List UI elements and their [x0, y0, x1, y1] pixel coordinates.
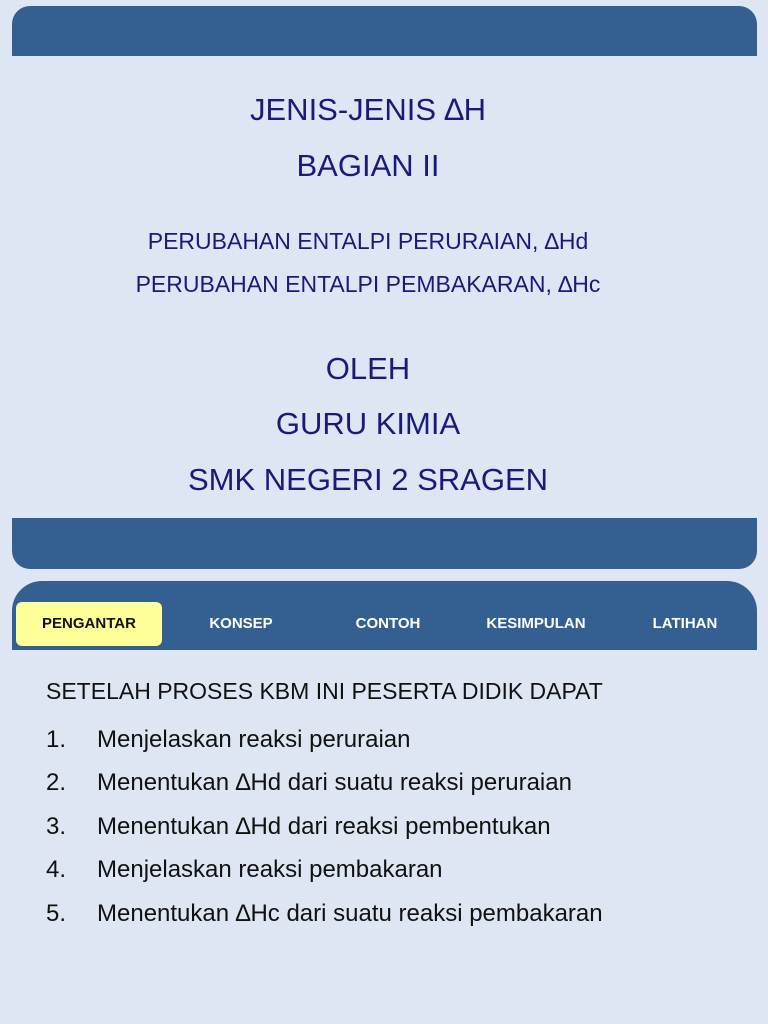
title-line-1: JENIS-JENIS ∆H	[250, 92, 486, 127]
nav-tab-contoh[interactable]: CONTOH	[355, 615, 421, 632]
objective-text: Menentukan ∆Hd dari suatu reaksi peruraian	[97, 769, 572, 797]
nav-tab-latihan[interactable]: LATIHAN	[652, 615, 718, 632]
objective-item	[46, 805, 603, 848]
title-line-2: BAGIAN II	[296, 148, 440, 183]
objectives-heading: SETELAH PROSES KBM INI PESERTA DIDIK DAPAT	[46, 678, 603, 704]
objective-item	[46, 761, 603, 804]
objectives-list	[46, 718, 603, 935]
nav-tab-konsep[interactable]: KONSEP	[209, 615, 273, 632]
objective-number: 5.	[46, 899, 67, 927]
title-slide-bottom-bar	[12, 518, 757, 569]
objective-item	[46, 848, 603, 891]
objective-item	[46, 718, 603, 761]
objective-text: Menentukan ∆Hd dari reaksi pembentukan	[97, 812, 551, 840]
objective-number: 2.	[46, 769, 67, 797]
nav-tab-kesimpulan[interactable]: KESIMPULAN	[486, 615, 586, 632]
objective-item	[46, 892, 603, 935]
nav-tab-pengantar[interactable]: PENGANTAR	[16, 602, 162, 646]
objective-number: 3.	[46, 812, 67, 840]
objective-number: 4.	[46, 856, 67, 884]
subtitle-line-1: PERUBAHAN ENTALPI PERURAIAN, ∆Hd	[147, 228, 589, 254]
objective-text: Menjelaskan reaksi pembakaran	[97, 856, 443, 884]
title-slide-top-bar	[12, 6, 757, 56]
objective-text: Menjelaskan reaksi peruraian	[97, 726, 411, 753]
objective-text: Menentukan ∆Hc dari suatu reaksi pembakaran	[97, 899, 603, 927]
objective-number: 1.	[46, 726, 67, 753]
author-line-2: GURU KIMIA	[275, 406, 461, 441]
author-line-3: SMK NEGERI 2 SRAGEN	[187, 462, 549, 497]
author-line-1: OLEH	[325, 351, 411, 386]
subtitle-line-2: PERUBAHAN ENTALPI PEMBAKARAN, ∆Hc	[135, 271, 601, 297]
